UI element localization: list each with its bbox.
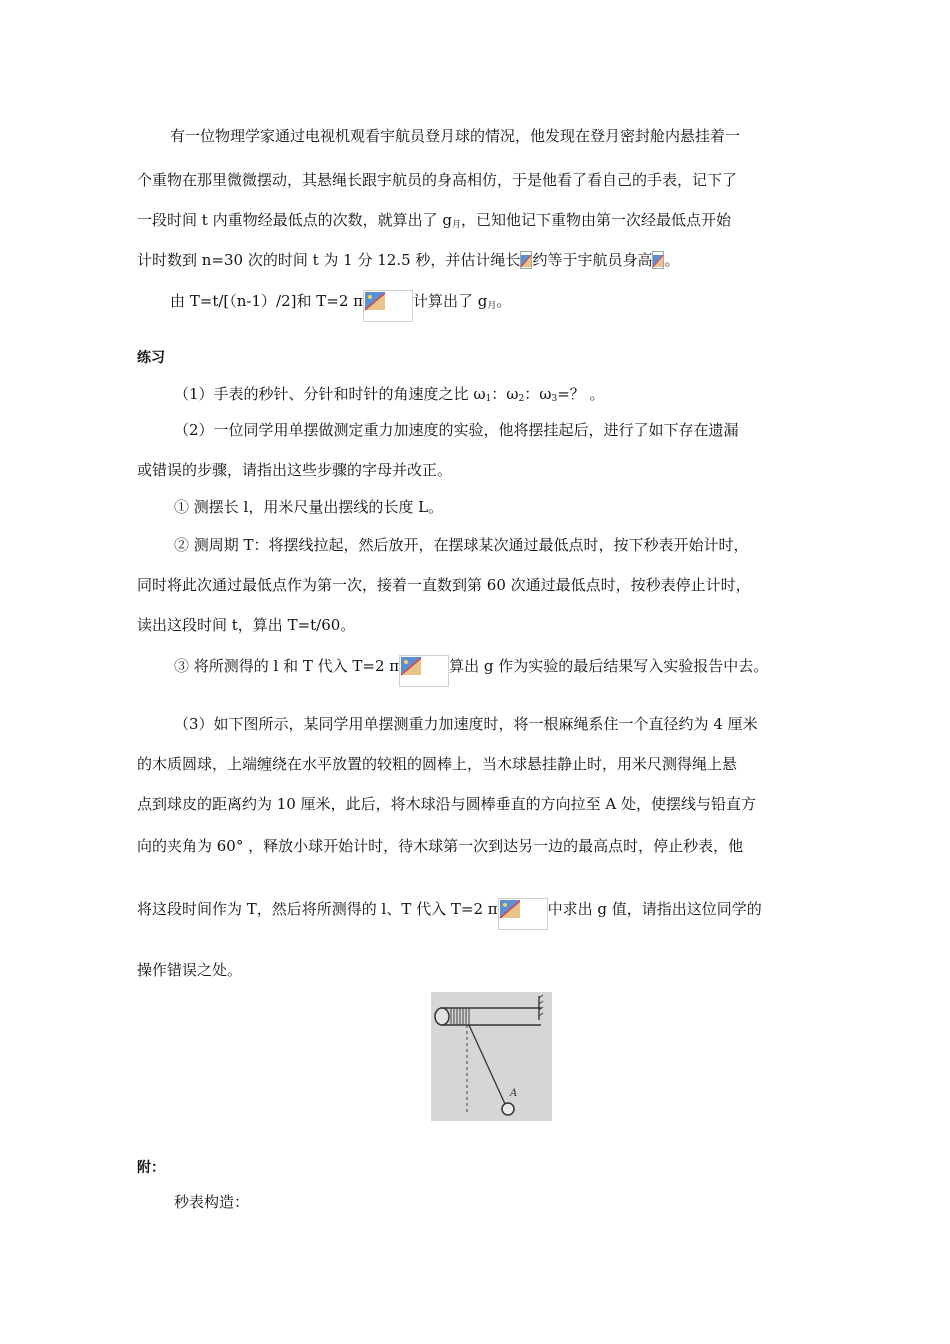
step-2-line-1: ② 测周期 T：将摆线拉起，然后放开，在摆球某次通过最低点时，按下秒表开始计时， <box>174 536 749 554</box>
appendix-line-1: 秒表构造： <box>174 1193 250 1211</box>
formula-image-icon <box>363 290 413 322</box>
step-3: ③ 将所测得的 l 和 T 代入 T=2 π 算出 g 作为实验的最后结果写入实验报告中去。 <box>174 655 854 687</box>
intro-line-3: 一段时间 t 内重物经最低点的次数，就算出了 $g_月$，已知他记下重物由第一次经最低点开始 <box>137 211 731 230</box>
question-3-line-6: 操作错误之处。 <box>137 961 243 979</box>
question-3-line-3: 点到球皮的距离约为 10 厘米，此后，将木球沿与圆棒垂直的方向拉至 A 处，使摆线与铅直方 <box>137 795 756 813</box>
step-2-line-3: 读出这段时间 t，算出 T=t/60。 <box>137 616 356 634</box>
formula-image-icon <box>520 251 532 269</box>
intro-line-4: 计时数到 n=30 次的时间 t 为 1 分 12.5 秒，并估计绳长 约等于宇航员身高 。 <box>137 251 680 269</box>
appendix-heading: 附： <box>137 1160 165 1176</box>
intro-line-5: 由 T=t/[（n-1）/2]和 T=2 π 计算出了 $g_月$。 <box>170 290 850 322</box>
intro-line-2: 个重物在那里微微摆动，其悬绳长跟宇航员的身高相仿，于是他看了看自己的手表，记下了 <box>137 171 738 189</box>
formula-image-icon <box>399 655 449 687</box>
question-2-line-2: 或错误的步骤，请指出这些步骤的字母并改正。 <box>137 461 453 479</box>
question-3-line-1: （3）如下图所示，某同学用单摆测重力加速度时，将一根麻绳系住一个直径约为 4 厘米 <box>174 715 758 733</box>
formula-image-icon <box>652 251 664 269</box>
step-2-line-2: 同时将此次通过最低点作为第一次，接着一直数到第 60 次通过最低点时，按秒表停止计时， <box>137 576 751 594</box>
question-2-line-1: （2）一位同学用单摆做测定重力加速度的实验，他将摆挂起后，进行了如下存在遗漏 <box>174 421 739 439</box>
question-1: （1）手表的秒针、分针和时针的角速度之比 $\omega_1$：$\omega_2$：$\omega_3=$？ 。 <box>174 385 605 404</box>
step-1: ① 测摆长 l，用米尺量出摆线的长度 L。 <box>174 498 444 516</box>
question-3-line-5: 将这段时间作为 T，然后将所测得的 l、T 代入 T=2 π 中求出 g 值，请指出这位同学的 <box>137 898 817 930</box>
question-3-line-2: 的木质圆球，上端缠绕在水平放置的较粗的圆棒上，当木球悬挂静止时，用米尺测得绳上悬 <box>137 755 738 773</box>
practice-heading: 练习 <box>137 350 165 366</box>
figure-label-a: A <box>510 1088 518 1099</box>
question-3-line-4: 向的夹角为 60° ，释放小球开始计时，待木球第一次到达另一边的最高点时，停止秒表，他 <box>137 837 744 855</box>
pendulum-figure <box>431 992 552 1121</box>
intro-line-1: 有一位物理学家通过电视机观看宇航员登月球的情况，他发现在登月密封舱内悬挂着一 <box>170 127 741 145</box>
formula-image-icon <box>498 898 548 930</box>
pendulum-diagram <box>431 992 552 1121</box>
